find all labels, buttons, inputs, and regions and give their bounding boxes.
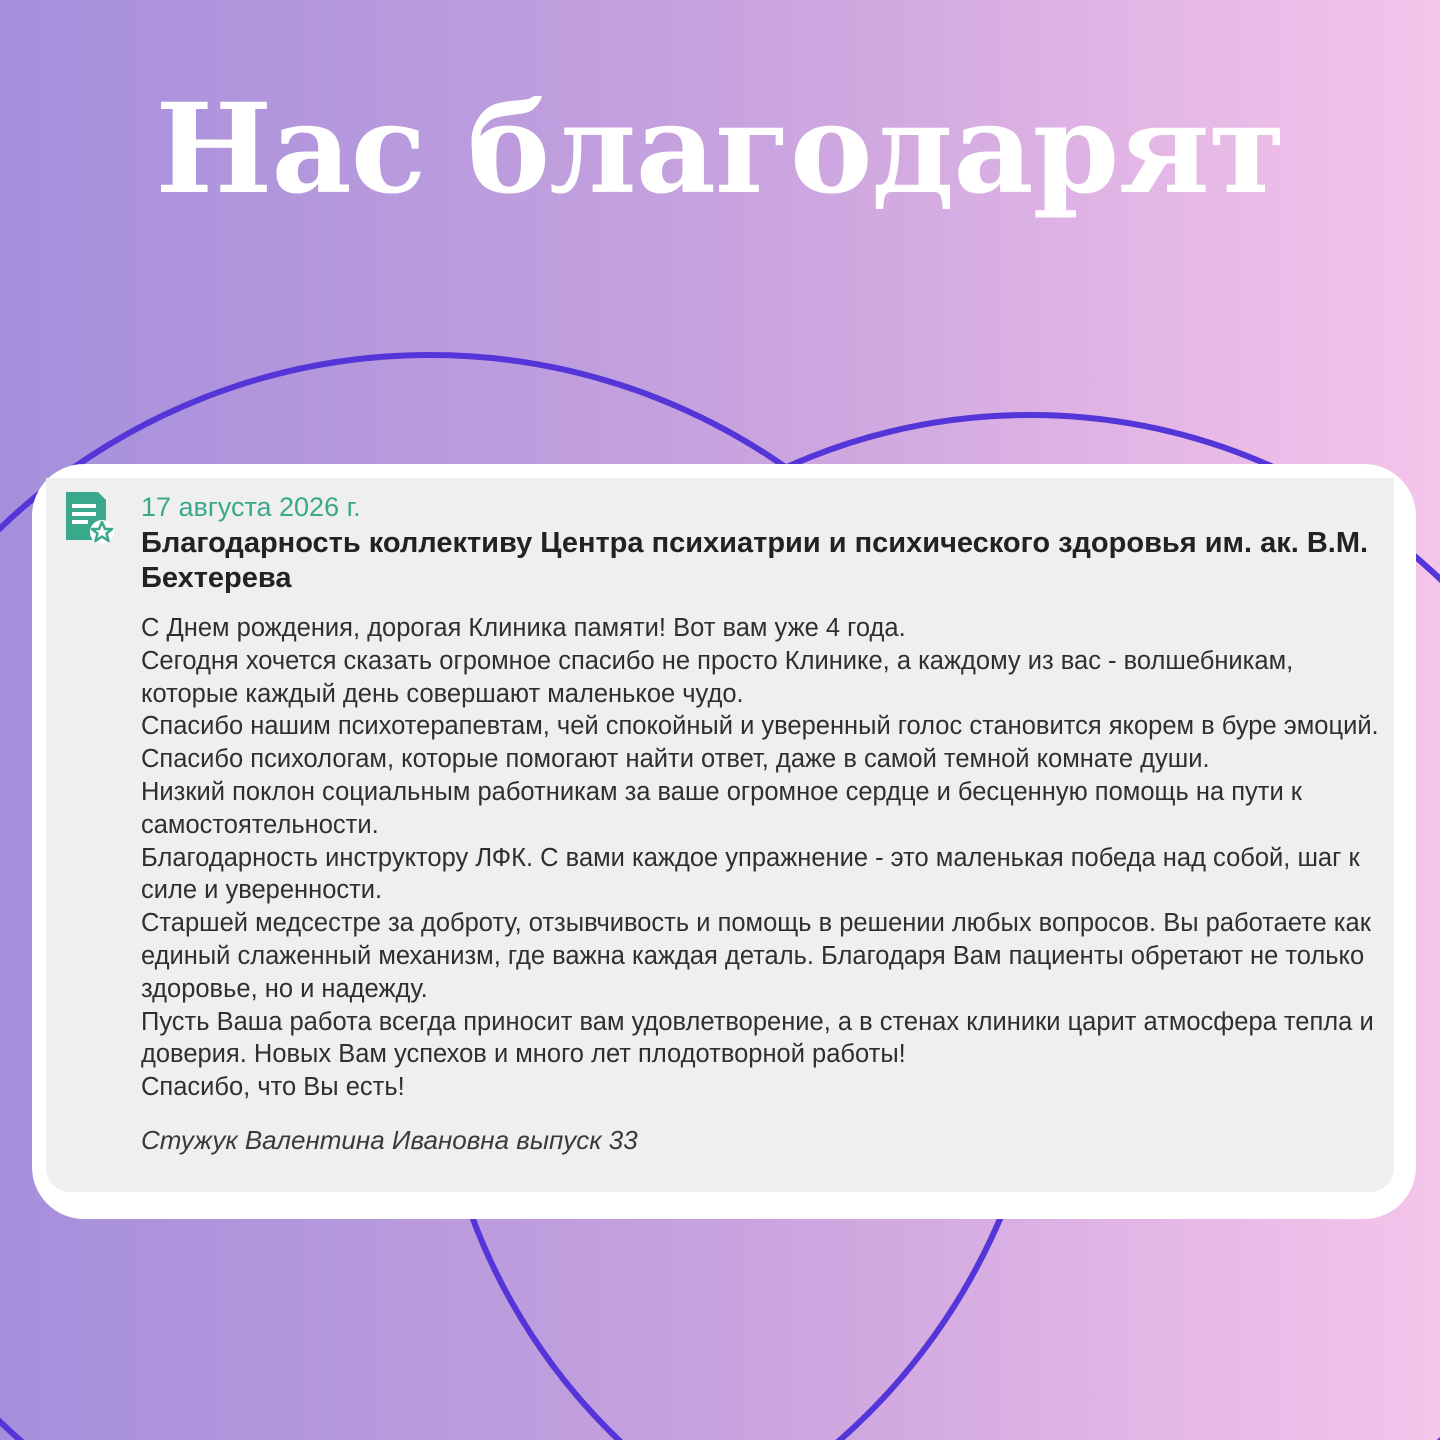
document-star-icon bbox=[62, 490, 120, 550]
testimonial-paragraph: Сегодня хочется сказать огромное спасибо не просто Клинике, а каждому из вас - волшебникам, которые каждый день совершают маленькое чудо. bbox=[141, 646, 1294, 708]
testimonial-paragraph: Старшей медсестре за доброту, отзывчивость и помощь в решении любых вопросов. Вы работаете как единый слаженный механизм, где важна каждая деталь. Благодаря Вам пациенты обретают не только здоровье, но и надежду. bbox=[141, 909, 1371, 1003]
testimonial-title: Благодарность коллективу Центра психиатрии и психического здоровья им. ак. В.М. Бехтерева bbox=[141, 527, 1369, 594]
testimonial-paragraph: Спасибо психологам, которые помогают найти ответ, даже в самой темной комнате души. bbox=[141, 745, 1210, 774]
testimonial-body bbox=[141, 612, 1391, 1104]
testimonial-paragraph: С Днем рождения, дорогая Клиника памяти! Вот вам уже 4 года. bbox=[141, 614, 906, 642]
testimonial-paragraph: Спасибо, что Вы есть! bbox=[141, 1073, 405, 1102]
testimonial-content bbox=[141, 488, 1391, 1158]
testimonial-date: 17 августа 2026 г. bbox=[141, 492, 361, 522]
page-headline: Нас благодарят bbox=[155, 77, 1285, 222]
testimonial-paragraph: Низкий поклон социальным работникам за ваше огромное сердце и бесценную помощь на пути к самостоятельности. bbox=[141, 777, 1302, 839]
testimonial-paragraph: Спасибо нашим психотерапевтам, чей спокойный и уверенный голос становится якорем в буре эмоций. bbox=[141, 712, 1379, 741]
testimonial-paragraph: Пусть Ваша работа всегда приносит вам удовлетворение, а в стенах клиники царит атмосфера тепла и доверия. Новых Вам успехов и много лет плодотворной работы! bbox=[141, 1007, 1374, 1069]
testimonial-signature: Стужук Валентина Ивановна выпуск 33 bbox=[141, 1124, 638, 1155]
testimonial-paragraph: Благодарность инструктору ЛФК. С вами каждое упражнение - это маленькая победа над собой, шаг к силе и уверенности. bbox=[141, 843, 1360, 905]
